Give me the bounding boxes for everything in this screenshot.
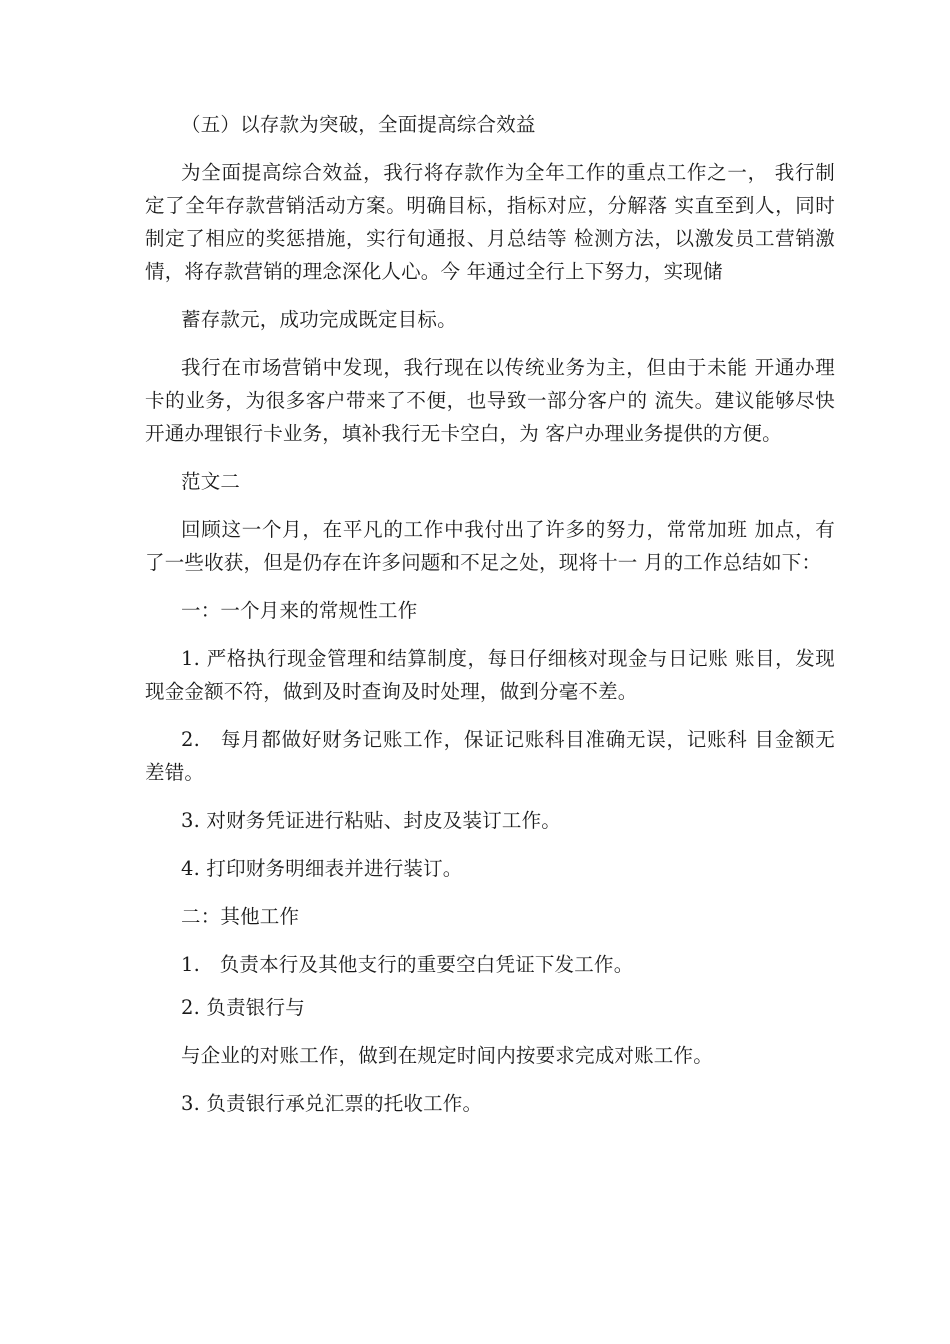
list-item: 3. 对财务凭证进行粘贴、封皮及装订工作。 <box>181 809 562 832</box>
list-item: 4. 打印财务明细表并进行装订。 <box>181 857 463 880</box>
paragraph: 为全面提高综合效益，我行将存款作为全年工作的重点工作之一， 我行制定了全年存款营销活动方案。明确目标，指标对应，分解落 实直至到人，同时制定了相应的奖惩措施，实行旬通报、月总结等 检测方法，以激发员工营销激情，将存款营销的理念深化人心。今 年通过全行上下努力，实现储 <box>145 161 835 283</box>
paragraph: 我行在市场营销中发现，我行现在以传统业务为主，但由于未能 开通办理卡的业务，为很多客户带来了不便，也导致一部分客户的 流失。建议能够尽快开通办理银行卡业务，填补我行无卡空白，为 客户办理业务提供的方便。 <box>145 356 835 445</box>
list-item: 1. 严格执行现金管理和结算制度，每日仔细核对现金与日记账 账目，发现现金金额不符，做到及时查询及时处理，做到分毫不差。 <box>145 647 835 703</box>
section-heading: 二：其他工作 <box>181 905 300 928</box>
document-body <box>145 108 835 1135</box>
paragraph: 回顾这一个月，在平凡的工作中我付出了许多的努力，常常加班 加点，有了一些收获，但是仍存在许多问题和不足之处，现将十一 月的工作总结如下： <box>145 518 835 574</box>
section-heading: 一：一个月来的常规性工作 <box>181 599 418 622</box>
paragraph: 与企业的对账工作，做到在规定时间内按要求完成对账工作。 <box>181 1044 713 1067</box>
section-heading: 范文二 <box>181 470 241 493</box>
list-item: 1. 负责本行及其他支行的重要空白凭证下发工作。 <box>181 953 634 976</box>
list-item: 2. 负责银行与 <box>181 996 305 1019</box>
section-heading: （五）以存款为突破，全面提高综合效益 <box>181 113 536 136</box>
paragraph: 蓄存款元，成功完成既定目标。 <box>181 308 457 331</box>
list-item: 2. 每月都做好财务记账工作，保证记账科目准确无误，记账科 目金额无差错。 <box>145 728 835 784</box>
list-item: 3. 负责银行承兑汇票的托收工作。 <box>181 1092 483 1115</box>
